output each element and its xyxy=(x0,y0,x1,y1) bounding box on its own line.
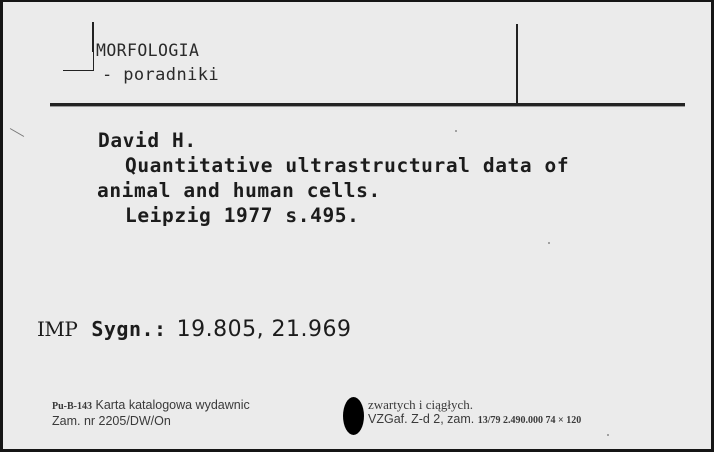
header-bracket xyxy=(63,50,94,71)
paper-speck xyxy=(607,434,609,436)
header-bracket-stem xyxy=(92,22,94,52)
bibliographic-entry xyxy=(98,128,698,228)
shelfmark-value: 19.805, 21.969 xyxy=(176,317,352,342)
shelfmark-line xyxy=(37,317,352,342)
subject-heading xyxy=(96,38,219,88)
printer-info: VZGaf. Z-d 2, zam. xyxy=(368,412,475,426)
shelfmark-label: Sygn.: xyxy=(91,317,167,341)
card-footer-left xyxy=(52,398,250,428)
footer-line-1-right: zwartych i ciągłych. xyxy=(368,397,474,412)
title-line-2: animal and human cells. xyxy=(97,179,381,202)
form-code: Pu-B-143 xyxy=(52,401,92,412)
footer-line-2-right xyxy=(368,412,581,428)
header-vertical-divider xyxy=(516,24,518,104)
subject-title: MORFOLOGIA xyxy=(96,41,200,60)
imprint-line: Leipzig 1977 s.495. xyxy=(125,204,360,227)
footer-line-1-left xyxy=(52,398,250,414)
header-rule-shadow xyxy=(50,106,685,107)
form-description: Karta katalogowa wydawnic xyxy=(95,398,250,412)
punch-hole xyxy=(343,397,364,435)
margin-mark xyxy=(10,128,24,137)
order-number: Zam. nr 2205/DW/On xyxy=(52,414,171,428)
author-line: David H. xyxy=(98,129,197,152)
paper-speck xyxy=(548,242,550,244)
shelfmark-prefix: IMP xyxy=(37,317,78,341)
print-numbers: 13/79 2.490.000 74 × 120 xyxy=(477,415,582,426)
paper-speck xyxy=(455,130,457,132)
card-footer-right xyxy=(368,398,581,428)
title-line-1: Quantitative ultrastructural data of xyxy=(125,154,570,177)
subject-subheading: - poradniki xyxy=(102,65,219,85)
